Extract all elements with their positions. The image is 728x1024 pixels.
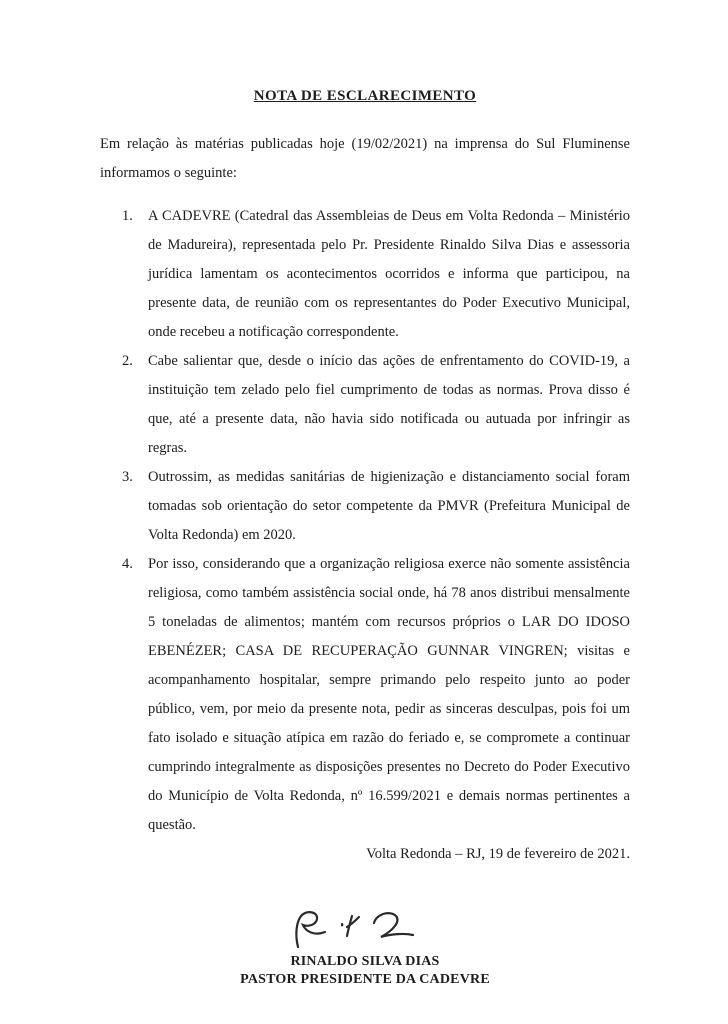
list-item-number: 4. xyxy=(122,556,133,572)
signatory-role: PASTOR PRESIDENTE DA CADEVRE xyxy=(240,972,490,987)
list-item xyxy=(122,202,630,347)
signatory-name: RINALDO SILVA DIAS xyxy=(290,954,440,969)
list-item-text: Por isso, considerando que a organização religiosa exerce não somente assistência religiosa, como também assistência social onde, há 78 anos distribui mensalmente 5 toneladas de alimentos; mantém com recursos próprios o LAR DO IDOSO EBENÉZER; CASA DE RECUPERAÇÃO GUNNAR VINGREN; visitas e acompanhamento hospitalar, sempre primando pelo respeito junto ao poder público, vem, por meio da presente nota, pedir as sinceras desculpas, pois foi um fato isolado e situação atípica em razão do feriado e, se compromete a continuar cumprindo integralmente as disposições presentes no Decreto do Poder Executivo do Município de Volta Redonda, nº 16.599/2021 e demais normas pertinentes a questão. xyxy=(148,556,630,833)
list-item xyxy=(122,550,630,840)
list-item-text: Outrossim, as medidas sanitárias de higienização e distanciamento social foram tomadas sob orientação do setor competente da PMVR (Prefeitura Municipal de Volta Redonda) em 2020. xyxy=(148,469,630,543)
intro-paragraph: Em relação às matérias publicadas hoje (19/02/2021) na imprensa do Sul Fluminense informamos o seguinte: xyxy=(100,136,630,181)
list-item-text: Cabe salientar que, desde o início das ações de enfrentamento do COVID-19, a instituição tem zelado pelo fiel cumprimento de todas as normas. Prova disso é que, até a presente data, não havia sido notificada ou autuada por infringir as regras. xyxy=(148,353,630,456)
list-item-number: 1. xyxy=(122,208,133,224)
numbered-list xyxy=(122,202,630,840)
page-title: NOTA DE ESCLARECIMENTO xyxy=(253,88,477,104)
list-item xyxy=(122,463,630,550)
signature-block xyxy=(100,903,630,989)
dateline: Volta Redonda – RJ, 19 de fevereiro de 2021. xyxy=(366,846,630,862)
signature-scribble-icon xyxy=(280,903,450,959)
list-item-number: 3. xyxy=(122,469,133,485)
list-item xyxy=(122,347,630,463)
list-item-number: 2. xyxy=(122,353,133,369)
list-item-text: A CADEVRE (Catedral das Assembleias de Deus em Volta Redonda – Ministério de Madureira), representada pelo Pr. Presidente Rinaldo Silva Dias e assessoria jurídica lamentam os acontecimentos ocorridos e informa que participou, na presente data, de reunião com os representantes do Poder Executivo Municipal, onde recebeu a notificação correspondente. xyxy=(148,208,630,340)
